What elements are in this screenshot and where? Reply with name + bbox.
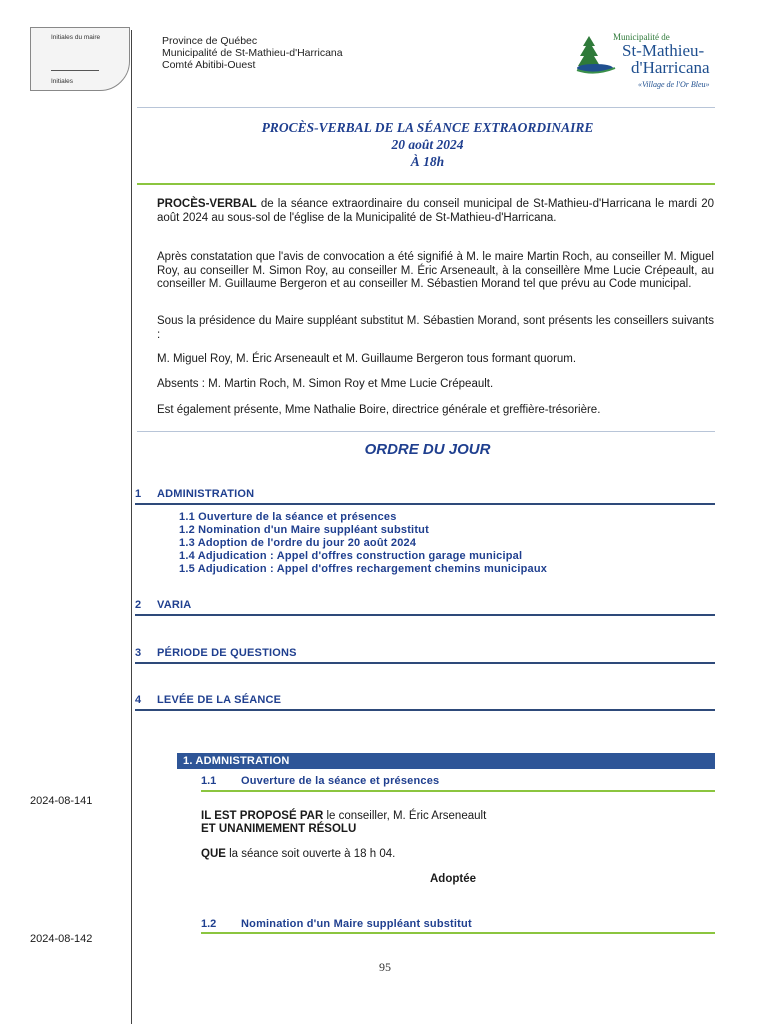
section-underline bbox=[135, 662, 715, 664]
header-address bbox=[162, 35, 343, 71]
agenda-section-number: 4 bbox=[135, 694, 142, 706]
intro-text: de la séance extraordinaire du conseil municipal de St-Mathieu-d'Harricana le mardi 20 août 2024 au sous-sol de l'église de la Municipalité de St-Mathieu-d'Harricana. bbox=[157, 198, 714, 224]
proposed-text: le conseiller, M. Éric Arseneault bbox=[323, 810, 487, 822]
initials-line bbox=[51, 70, 99, 71]
item-title: Nomination d'un Maire suppléant substitut bbox=[241, 918, 472, 930]
header-separator bbox=[137, 107, 715, 108]
agenda-title: ORDRE DU JOUR bbox=[364, 441, 491, 458]
proposed-bold: IL EST PROPOSÉ PAR bbox=[201, 810, 324, 822]
svg-text:«Village de l'Or Bleu»: «Village de l'Or Bleu» bbox=[638, 80, 710, 89]
title-date: 20 août 2024 bbox=[391, 137, 464, 152]
header-province: Province de Québec bbox=[162, 35, 258, 47]
item-number: 1.1 bbox=[201, 775, 217, 787]
agenda-subitem: 1.2 Nomination d'un Maire suppléant substitut bbox=[179, 524, 429, 536]
initials-box bbox=[30, 27, 130, 91]
agenda-section-administration: ADMINISTRATION bbox=[157, 488, 255, 500]
title-time: À 18h bbox=[410, 154, 445, 169]
agenda-subitem: 1.4 Adjudication : Appel d'offres construction garage municipal bbox=[179, 550, 523, 562]
section-underline bbox=[135, 709, 715, 711]
section-header-bar: 1. ADMNISTRATION bbox=[177, 753, 715, 769]
title-separator bbox=[137, 183, 715, 185]
resolution-number: 2024-08-141 bbox=[30, 795, 93, 807]
intro-bold: PROCÈS-VERBAL bbox=[157, 198, 257, 210]
proposed-by bbox=[201, 810, 486, 824]
mayor-initials-label: Initiales du maire bbox=[51, 34, 101, 41]
document-title bbox=[140, 119, 715, 170]
intro-paragraph-3: Sous la présidence du Maire suppléant substitut M. Sébastien Morand, sont présents les conseillers suivants : bbox=[157, 315, 714, 341]
agenda-section-number: 2 bbox=[135, 599, 142, 611]
agenda-section-questions: PÉRIODE DE QUESTIONS bbox=[157, 647, 297, 659]
resolution-number: 2024-08-142 bbox=[30, 933, 93, 945]
intro-paragraph-2: Après constatation que l'avis de convocation a été signifié à M. le maire Martin Roch, au conseiller M. Miguel Roy, au conseiller M. Simon Roy, au conseiller M. Éric Arseneault, à la conseillère Mme Lucie Crépeault, au conseiller M. Guillaume Bergeron et au conseiller M. Sébastien Morand tel que prévu au Code municipal. bbox=[157, 251, 714, 290]
municipality-logo bbox=[575, 30, 725, 94]
item-underline bbox=[201, 790, 715, 792]
header-municipality: Municipalité de St-Mathieu-d'Harricana bbox=[162, 47, 343, 59]
agenda-section-number: 3 bbox=[135, 647, 142, 659]
logo-icon bbox=[575, 30, 725, 94]
section-underline bbox=[135, 614, 715, 616]
header-county: Comté Abitibi-Ouest bbox=[162, 59, 256, 71]
svg-text:d'Harricana: d'Harricana bbox=[631, 58, 710, 77]
que-text: la séance soit ouverte à 18 h 04. bbox=[225, 848, 396, 860]
intro-paragraph-1 bbox=[157, 198, 714, 225]
resolved-line: ET UNANIMEMENT RÉSOLU bbox=[201, 823, 357, 835]
item-title: Ouverture de la séance et présences bbox=[241, 775, 440, 787]
item-number: 1.2 bbox=[201, 918, 217, 930]
intro-paragraph-4: M. Miguel Roy, M. Éric Arseneault et M. Guillaume Bergeron tous formant quorum. bbox=[157, 353, 577, 365]
resolution-text bbox=[201, 848, 395, 862]
item-underline bbox=[201, 932, 715, 934]
agenda-section-closing: LEVÉE DE LA SÉANCE bbox=[157, 694, 282, 706]
page-number: 95 bbox=[379, 960, 391, 974]
initials-label: Initiales bbox=[51, 78, 74, 85]
intro-paragraph-6: Est également présente, Mme Nathalie Boire, directrice générale et greffière-trésorière. bbox=[157, 404, 601, 416]
adopted-label: Adoptée bbox=[430, 873, 476, 885]
agenda-section-varia: VARIA bbox=[157, 599, 192, 611]
que-bold: QUE bbox=[201, 848, 226, 860]
title-line-1: PROCÈS-VERBAL DE LA SÉANCE EXTRAORDINAIRE bbox=[261, 120, 594, 135]
svg-text:St-Mathieu-: St-Mathieu- bbox=[622, 41, 705, 60]
intro-paragraph-5: Absents : M. Martin Roch, M. Simon Roy et Mme Lucie Crépeault. bbox=[157, 378, 494, 390]
agenda-subitem: 1.3 Adoption de l'ordre du jour 20 août 2024 bbox=[179, 537, 417, 549]
agenda-section-number: 1 bbox=[135, 488, 142, 500]
agenda-subitem: 1.1 Ouverture de la séance et présences bbox=[179, 511, 397, 523]
intro-separator bbox=[137, 431, 715, 432]
section-underline bbox=[135, 503, 715, 505]
agenda-subitem: 1.5 Adjudication : Appel d'offres rechargement chemins municipaux bbox=[179, 563, 548, 575]
margin-line bbox=[131, 30, 132, 1024]
svg-text:Municipalité de: Municipalité de bbox=[613, 32, 670, 42]
agenda-subitems bbox=[179, 511, 547, 576]
